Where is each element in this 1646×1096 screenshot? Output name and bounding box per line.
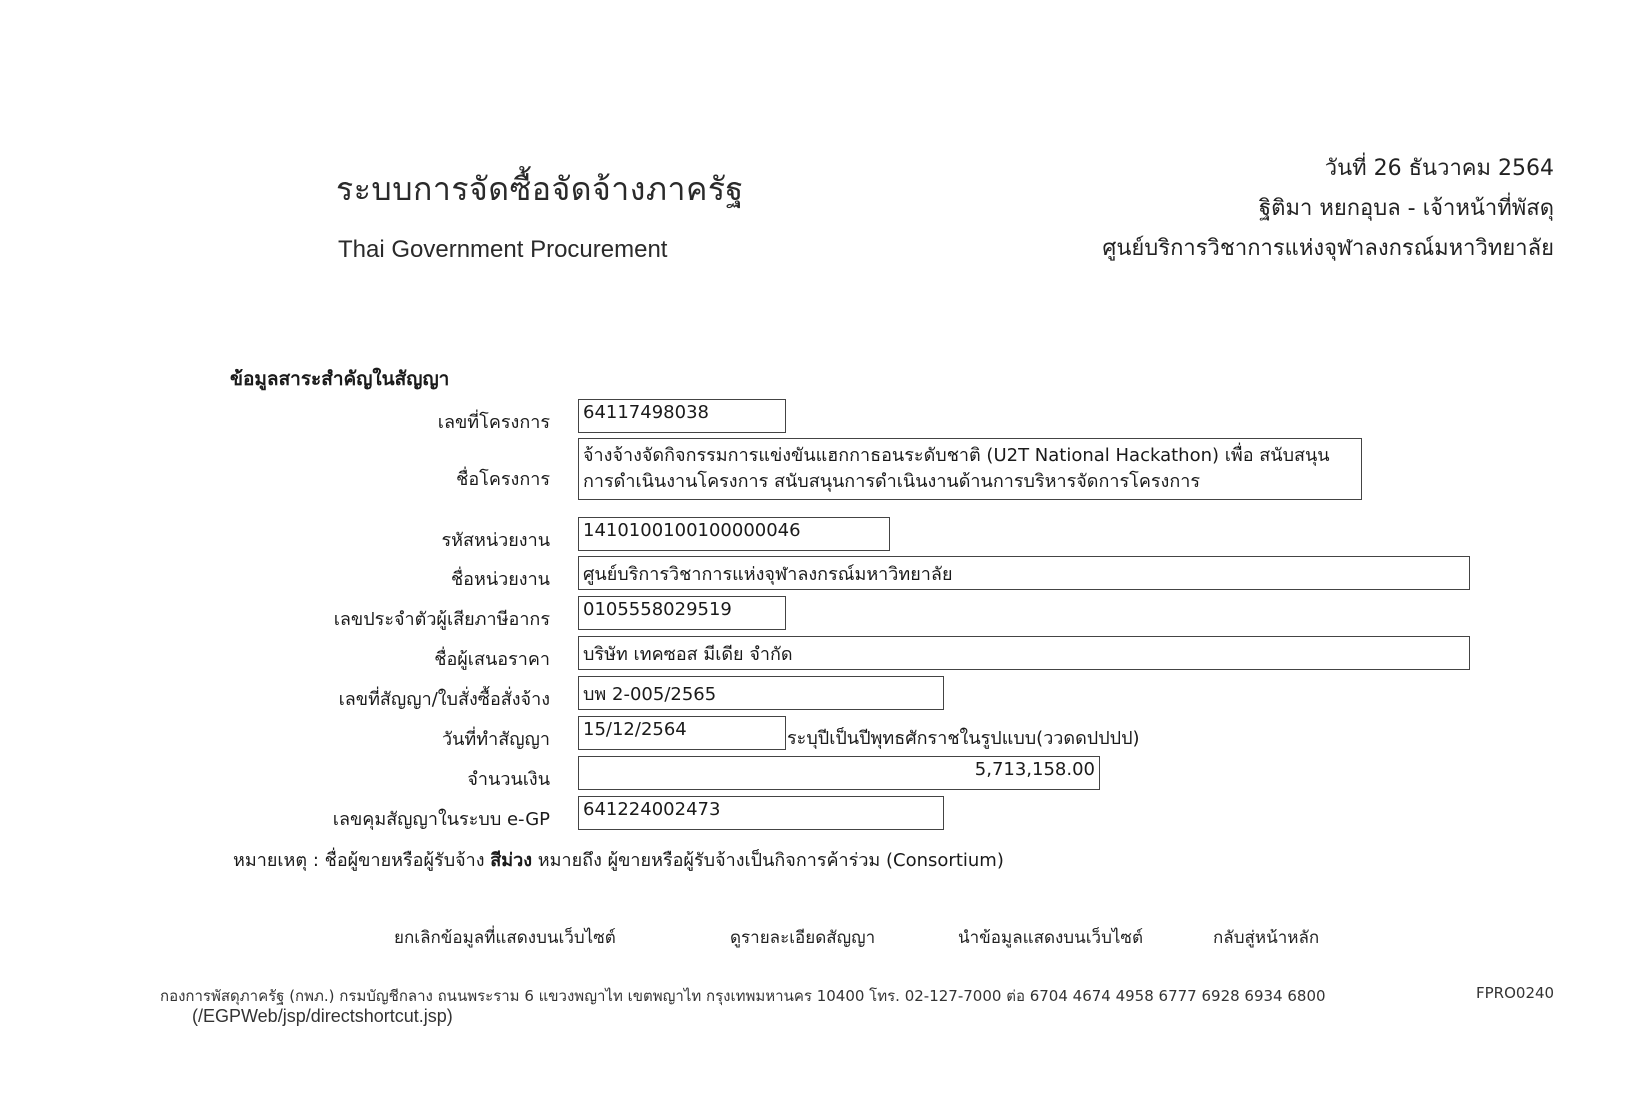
contract-no-label: เลขที่สัญญา/ใบสั่งซื้อสั่งจ้าง [338,689,550,710]
footer-address: กองการพัสดุภาครัฐ (กพภ.) กรมบัญชีกลาง ถนนพระราม 6 แขวงพญาไท เขตพญาไท กรุงเทพมหานคร 10400 โทร. 02-127-7000 ต่อ 6704 4674 4958 6777 6928 6934 6800 [160,987,1326,1005]
amount-field[interactable]: 5,713,158.00 [578,756,1100,790]
egp-control-no-label: เลขคุมสัญญาในระบบ e-GP [332,809,550,830]
agency-name-field[interactable]: ศูนย์บริการวิชาการแห่งจุฬาลงกรณ์มหาวิทยาลัย [578,556,1470,590]
contract-date-hint: ระบุปีเป็นปีพุทธศักราชในรูปแบบ(ววดดปปปป) [787,728,1140,749]
officer-name: ฐิติมา หยกอุบล - เจ้าหน้าที่พัสดุ [1259,196,1554,221]
contract-date-field[interactable]: 15/12/2564 [578,716,786,750]
footer-page-path: (/EGPWeb/jsp/directshortcut.jsp) [192,1006,453,1026]
note-suffix: หมายถึง ผู้ขายหรือผู้รับจ้างเป็นกิจการค้าร่วม (Consortium) [537,850,1004,871]
bidder-name-field[interactable]: บริษัท เทคซอส มีเดีย จำกัด [578,636,1470,670]
system-title-th: ระบบการจัดซื้อจัดจ้างภาครัฐ [336,170,744,208]
agency-name-label: ชื่อหน่วยงาน [450,569,550,590]
agency-code-label: รหัสหน่วยงาน [441,530,550,551]
section-title: ข้อมูลสาระสำคัญในสัญญา [230,368,450,390]
publish-to-website-link[interactable]: นำข้อมูลแสดงบนเว็บไซต์ [958,928,1143,948]
note-prefix: หมายเหตุ : ชื่อผู้ขายหรือผู้รับจ้าง [233,850,485,871]
back-to-home-link[interactable]: กลับสู่หน้าหลัก [1213,928,1320,948]
tax-id-field[interactable]: 0105558029519 [578,596,786,630]
note-highlight: สีม่วง [490,850,533,871]
agency-code-field[interactable]: 1410100100100000046 [578,517,890,551]
cancel-display-link[interactable]: ยกเลิกข้อมูลที่แสดงบนเว็บไซต์ [394,928,616,948]
print-date: วันที่ 26 ธันวาคม 2564 [1324,156,1554,181]
consortium-note [233,845,1004,874]
egp-control-no-field[interactable]: 641224002473 [578,796,944,830]
footer-form-code: FPRO0240 [1476,984,1555,1002]
project-name-field[interactable]: จ้างจ้างจัดกิจกรรมการแข่งขันแฮกกาธอนระดับชาติ (U2T National Hackathon) เพื่อ สนับสนุนการดำเนินงานโครงการ สนับสนุนการดำเนินงานด้านการบริหารจัดการโครงการ [578,438,1362,500]
project-no-label: เลขที่โครงการ [437,412,550,433]
organization-name: ศูนย์บริการวิชาการแห่งจุฬาลงกรณ์มหาวิทยาลัย [1102,236,1554,261]
tax-id-label: เลขประจำตัวผู้เสียภาษีอากร [333,609,550,630]
amount-label: จำนวนเงิน [467,769,550,790]
project-no-field[interactable]: 64117498038 [578,399,786,433]
project-name-label: ชื่อโครงการ [456,469,550,490]
contract-no-field[interactable]: บพ 2-005/2565 [578,676,944,710]
system-title-en: Thai Government Procurement [338,236,668,263]
contract-date-label: วันที่ทำสัญญา [441,729,550,750]
bidder-name-label: ชื่อผู้เสนอราคา [434,649,550,670]
view-contract-details-link[interactable]: ดูรายละเอียดสัญญา [730,928,876,948]
